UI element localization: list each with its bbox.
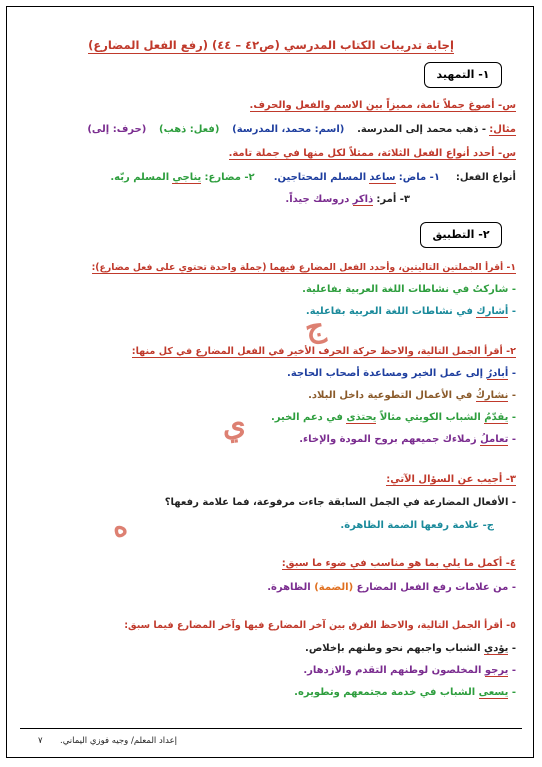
decorative-letter-haa: ه bbox=[107, 508, 131, 545]
question-2: س- أحدد أنواع الفعل الثلاثة، ممثلاً لكل منها في جملة تامة. bbox=[228, 148, 516, 159]
imperative-line: ٣- أمر: ذاكر دروسك جيداً. bbox=[285, 194, 410, 205]
exercise-4-answer: - من علامات رفع الفعل المضارع (الضمة) الظاهرة. bbox=[267, 582, 516, 593]
decorative-letter-jeem: ج bbox=[301, 308, 328, 347]
exercise-1-b: - أشارك في نشاطات اللغة العربية بفاعلية. bbox=[305, 306, 516, 317]
exercise-2-c: - يقدّمُ الشباب الكويتي مثالاً يحتذى في دعم الخير. bbox=[271, 412, 516, 423]
exercise-5-c: - يسعى الشباب في خدمة مجتمعهم وتطويره. bbox=[294, 687, 516, 698]
exercise-1: ١- أقرأ الجملتين التاليتين، وأحدد الفعل المضارع فيهما (جملة واحدة تحتوي على فعل مضارع): bbox=[91, 262, 516, 273]
exercise-5-a: - يؤدي الشباب واجبهم نحو وطنهم بإخلاص. bbox=[305, 643, 516, 654]
page-title: إجابة تدريبات الكتاب المدرسي (ص٤٢ – ٤٤) (رفع الفعل المضارع) bbox=[88, 38, 454, 52]
exercise-1-a: - شاركتُ في نشاطات اللغة العربية بفاعلية. bbox=[302, 284, 516, 295]
section-label-practice: ٢- التطبيق bbox=[420, 222, 502, 248]
exercise-5-b: - يرجو المخلصون لوطنهم التقدم والازدهار. bbox=[303, 665, 516, 676]
exercise-2-d: - تعاملُ زملاءك جميعهم بروح المودة والإخاء. bbox=[299, 434, 516, 445]
question-1: س- أصوغ جملاً تامة، مميزاً بين الاسم والفعل والحرف. bbox=[249, 100, 516, 111]
footer-divider bbox=[20, 728, 522, 729]
exercise-5: ٥- أقرأ الجمل التالية، والاحظ الفرق بين آخر المضارع فيها وآخر المضارع فيما سبق: bbox=[124, 620, 516, 631]
exercise-2-b: - نشاركُ في الأعمال التطوعية داخل البلاد. bbox=[308, 390, 516, 401]
exercise-2: ٢- أقرأ الجمل التالية، والاحظ حركة الحرف الأخير في الفعل المضارع في كل منها: bbox=[131, 346, 516, 357]
exercise-2-a: - أبادرُ إلى عمل الخير ومساعدة أصحاب الحاجة. bbox=[287, 368, 516, 379]
exercise-3: ٣- أجيب عن السؤال الآتي: bbox=[386, 474, 516, 485]
verb-types-line: أنواع الفعل: ١- ماض: ساعد المسلم المحتاجين. ٢- مضارع: يناجي المسلم ربّه. bbox=[110, 172, 516, 183]
exercise-3-answer: ج- علامة رفعها الضمة الظاهرة. bbox=[340, 520, 494, 531]
exercise-3-question: - الأفعال المضارعة في الجمل السابقة جاءت مرفوعة، فما علامة رفعها؟ bbox=[164, 497, 516, 508]
footer-author: إعداد المعلم/ وجيه فوزي اليماني. bbox=[60, 736, 178, 746]
exercise-4: ٤- أكمل ما يلي بما هو مناسب في ضوء ما سبق: bbox=[281, 558, 516, 569]
example-line: مثال: - ذهب محمد إلى المدرسة. (اسم: محمد، المدرسة) (فعل: ذهب) (حرف: إلى) bbox=[87, 124, 516, 135]
section-label-intro: ١- التمهيد bbox=[424, 62, 502, 88]
decorative-letter-yaa: ي bbox=[219, 406, 248, 445]
footer-page-number: ٧ bbox=[38, 736, 43, 746]
